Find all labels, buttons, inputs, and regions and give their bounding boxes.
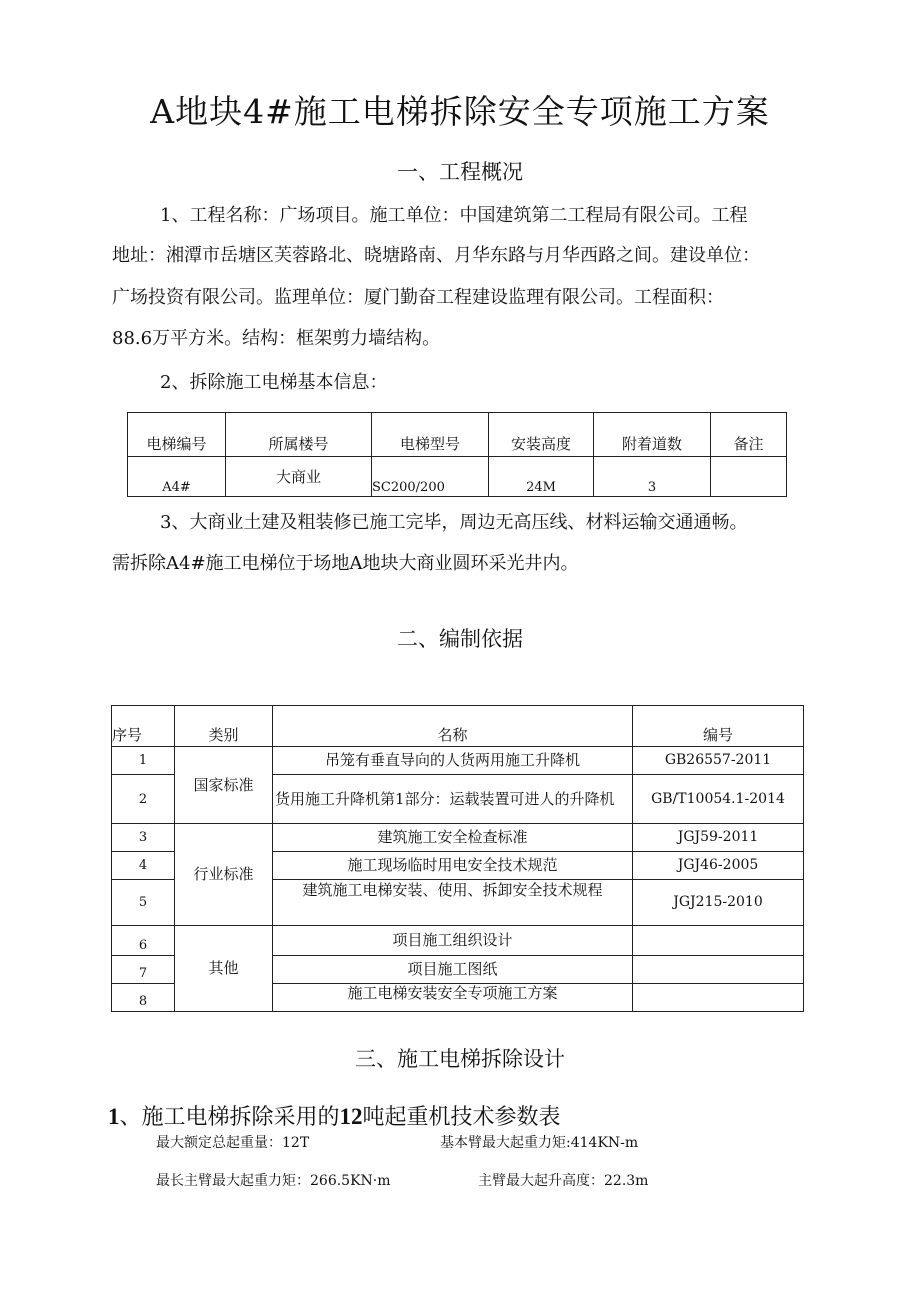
header-cell: 附着道数 [594,413,711,457]
header-cell: 类别 [175,706,273,747]
header-cell: 序号 [112,706,175,747]
overview-line-3: 广场投资有限公司。监理单位：厦门勤奋工程建设监理有限公司。工程面积： [112,287,724,308]
header-cell: 名称 [273,706,633,747]
subheading-text: 、施工电梯拆除采用的 [119,1105,340,1130]
spec-max-lift-height: 主臂最大起升高度：22.3m [478,1173,649,1189]
cell-height: 24M [489,457,594,497]
header-cell: 电梯编号 [128,413,226,457]
standard-code [633,984,804,1012]
standard-code: JGJ59-2011 [633,824,804,852]
row-no: 1 [112,747,175,775]
standard-name: 建筑施工电梯安装、使用、拆卸安全技术规程 [273,880,633,926]
standard-name: 货用施工升降机第1部分：运载装置可进人的升降机 [273,775,633,824]
table-row [112,747,804,775]
elevator-info-label: 2、拆除施工电梯基本信息： [160,372,388,393]
cell-model: SC200/200 [372,457,489,497]
standard-code: GB/T10054.1-2014 [633,775,804,824]
header-cell: 编号 [633,706,804,747]
table-row [112,824,804,852]
category-cell: 行业标准 [175,824,273,926]
standard-code [633,926,804,956]
standard-name: 建筑施工安全检查标准 [273,824,633,852]
row-no: 8 [112,984,175,1012]
section-heading-overview: 一、工程概况 [397,160,523,184]
standard-code: JGJ215-2010 [633,880,804,926]
standard-code [633,956,804,984]
cell-building: 大商业 [226,457,372,497]
cell-elevator-no: A4# [128,457,226,497]
row-no: 2 [112,775,175,824]
standard-name: 项目施工组织设计 [273,926,633,956]
row-no: 4 [112,852,175,880]
subheading-text-end: 吨起重机技术参数表 [362,1105,561,1130]
section-heading-design: 三、施工电梯拆除设计 [355,1047,565,1071]
table-header-row [128,413,787,457]
header-cell: 电梯型号 [372,413,489,457]
header-cell: 安装高度 [489,413,594,457]
standard-name: 项目施工图纸 [273,956,633,984]
elevator-info-table [127,412,787,497]
subheading-number: 1 [108,1104,120,1129]
subheading-tonnage: 12 [339,1104,363,1129]
subheading-crane-params [108,1100,561,1131]
standard-name: 施工电梯安装安全专项施工方案 [273,984,633,1012]
section-heading-basis: 二、编制依据 [397,627,523,651]
table-header-row [112,706,804,747]
spec-base-boom-moment: 基本臂最大起重力矩:414KN-m [440,1135,639,1151]
row-no: 5 [112,880,175,926]
row-no: 3 [112,824,175,852]
condition-line-2: 需拆除A4#施工电梯位于场地A地块大商业圆环采光井内。 [112,553,579,574]
row-no: 7 [112,956,175,984]
standard-name: 吊笼有垂直导向的人货两用施工升降机 [273,747,633,775]
header-cell: 所属楼号 [226,413,372,457]
row-no: 6 [112,926,175,956]
condition-line-1: 3、大商业土建及粗装修已施工完毕，周边无高压线、材料运输交通通畅。 [160,512,748,533]
category-cell: 其他 [175,926,273,1012]
standard-code: JGJ46-2005 [633,852,804,880]
overview-line-1: 1、工程名称：广场项目。施工单位：中国建筑第二工程局有限公司。工程 [160,205,748,226]
standard-name: 施工现场临时用电安全技术规范 [273,852,633,880]
basis-table [111,705,804,1012]
cell-remark [711,457,787,497]
header-cell: 备注 [711,413,787,457]
cell-attachments: 3 [594,457,711,497]
category-cell: 国家标准 [175,747,273,824]
table-row [128,457,787,497]
spec-long-boom-moment: 最长主臂最大起重力矩：266.5KN·m [156,1173,391,1189]
document-title: A地块4#施工电梯拆除安全专项施工方案 [150,92,770,131]
overview-line-2: 地址：湘潭市岳塘区芙蓉路北、晓塘路南、月华东路与月华西路之间。建设单位： [112,245,760,266]
standard-code: GB26557-2011 [633,747,804,775]
overview-line-4: 88.6万平方米。结构：框架剪力墙结构。 [112,328,441,349]
table-row [112,926,804,956]
spec-max-load: 最大额定总起重量：12T [156,1135,310,1151]
